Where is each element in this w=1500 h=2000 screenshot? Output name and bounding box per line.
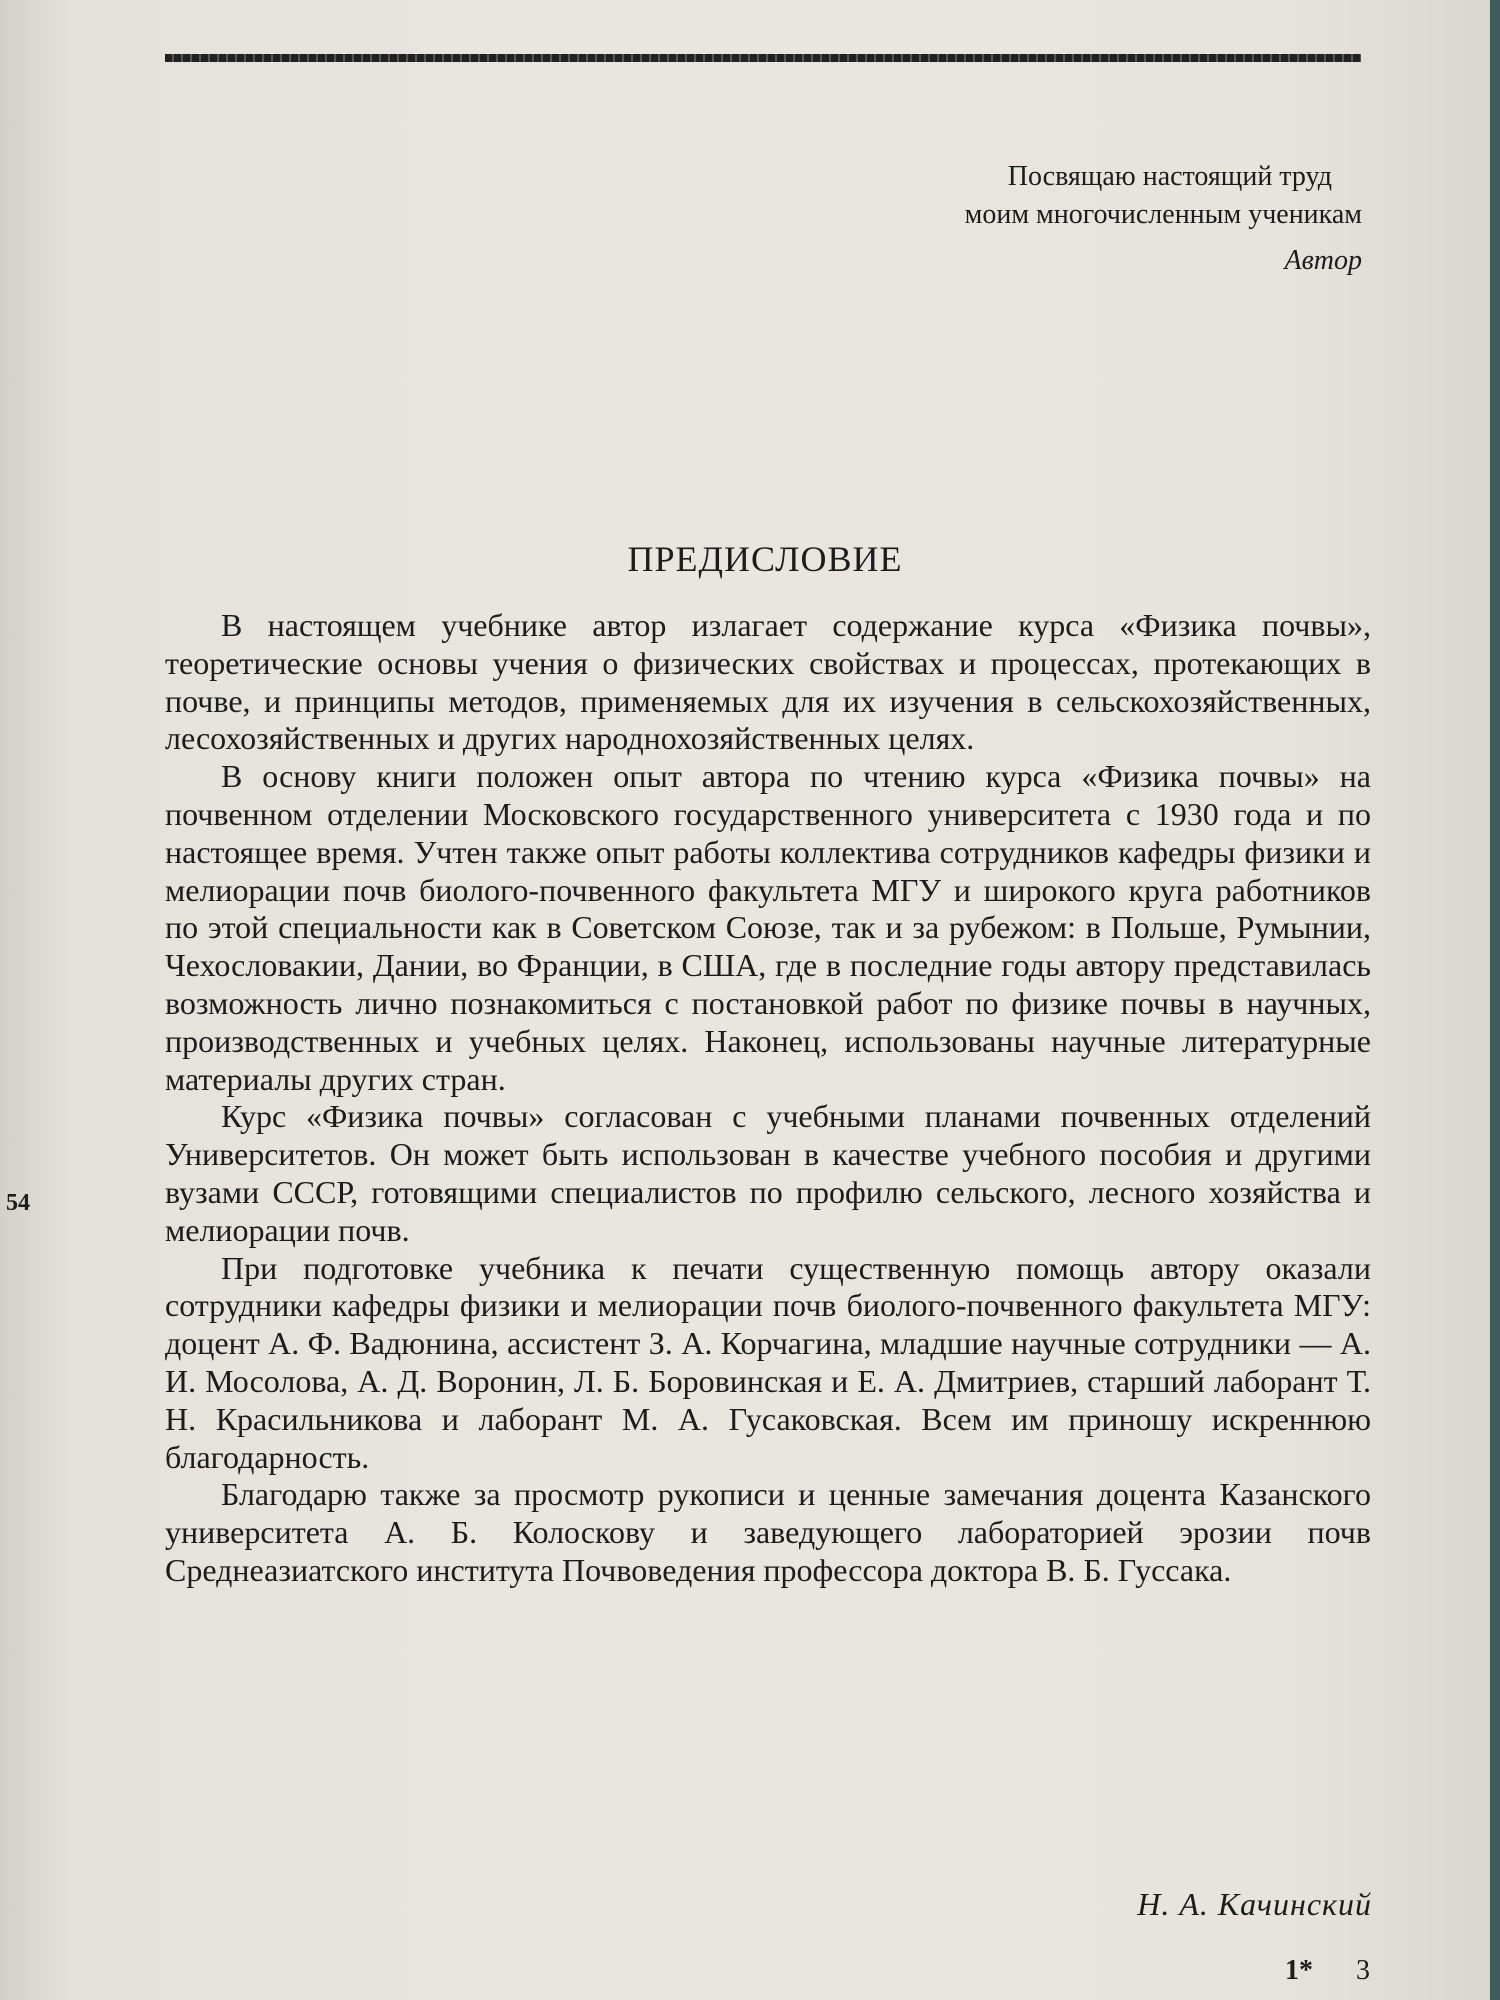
paragraph: В настоящем учебнике автор излагает содержание курса «Физика почвы», теоретические основы учения о физических свойствах и процессах, протекающих в почве, и принципы методов, применяемых для их изучения в сельскохозяйственных, лесохозяйственных и других народнохозяйственных целях. bbox=[165, 607, 1371, 757]
top-decorative-rule bbox=[165, 54, 1361, 62]
dedication-line-1: Посвящаю настоящий труд bbox=[1007, 161, 1332, 192]
dedication bbox=[662, 158, 1362, 280]
paragraph: Благодарю также за просмотр рукописи и ценные замечания доцента Казанского университета А. Б. Колоскову и заведующего лабораторией эрозии почв Среднеазиатского института Почвоведения профессора доктора В. Б. Гуссака. bbox=[165, 1476, 1371, 1588]
author-signature: Н. А. Качинский bbox=[1137, 1886, 1372, 1922]
paragraph: Курс «Физика почвы» согласован с учебными планами почвенных отделений Университетов. Он может быть использован в качестве учебного пособия и другими вузами СССР, готовящими специалистов по профилю сельского, лесного хозяйства и мелиорации почв. bbox=[165, 1098, 1371, 1248]
paragraph: При подготовке учебника к печати существенную помощь автору оказали сотрудники кафедры физики и мелиорации почв биолого-почвенного факультета МГУ: доцент А. Ф. Вадюнина, ассистент З. А. Корчагина, младшие научные сотрудники — А. И. Мосолова, А. Д. Воронин, Л. Б. Боровинская и Е. А. Дмитриев, старший лаборант Т. Н. Красильникова и лаборант М. А. Гусаковская. Всем им приношу искреннюю благодарность. bbox=[165, 1249, 1371, 1475]
page-footer bbox=[1285, 1955, 1370, 1987]
dedication-signature: Автор bbox=[1284, 245, 1362, 276]
dedication-line-2: моим многочисленным ученикам bbox=[964, 199, 1362, 230]
sheet-mark: 1* bbox=[1285, 1955, 1313, 1986]
book-cover-edge bbox=[1490, 0, 1500, 2000]
page-number: 3 bbox=[1356, 1955, 1370, 1986]
preface-body bbox=[165, 607, 1371, 1590]
margin-mark: 54 bbox=[6, 1190, 30, 1216]
paragraph: В основу книги положен опыт автора по чтению курса «Физика почвы» на почвенном отделении Московского государственного университета с 1930 года и по настоящее время. Учтен также опыт работы коллектива сотрудников кафедры физики и мелиорации почв биолого-почвенного факультета МГУ и широкого круга работников по этой специальности как в Советском Союзе, так и за рубежом: в Польше, Румынии, Чехословакии, Дании, во Франции, в США, где в последние годы автору представилась возможность лично познакомиться с постановкой работ по физике почвы в научных, производственных и учебных целях. Наконец, использованы научные литературные материалы других стран. bbox=[165, 758, 1371, 1097]
preface-heading: ПРЕДИСЛОВИЕ bbox=[627, 539, 903, 579]
